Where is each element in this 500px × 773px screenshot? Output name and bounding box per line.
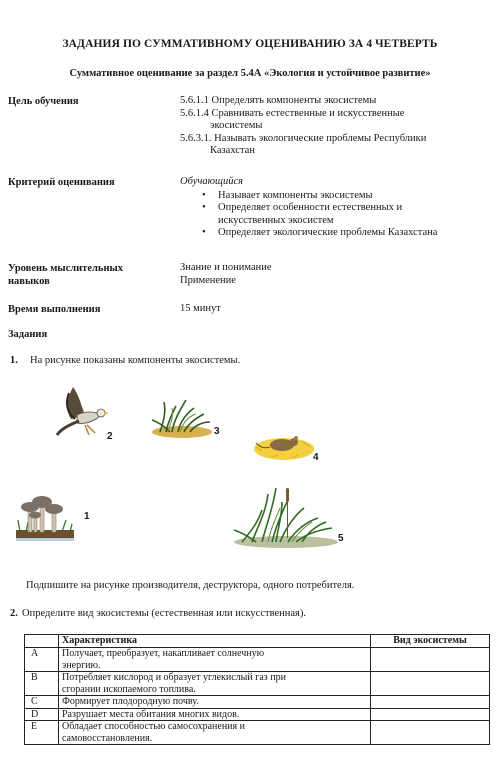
criteria-item: • Определяет экологические проблемы Казахстана	[180, 227, 492, 240]
row-answer-cell[interactable]	[371, 672, 490, 696]
criteria-block	[180, 176, 492, 240]
table-row	[25, 708, 490, 721]
reeds-image	[232, 482, 340, 550]
row-letter: A	[25, 648, 59, 672]
time-value: 15 минут	[180, 303, 221, 314]
row-text-line: энергию.	[62, 659, 101, 671]
goal-item: Казахстан	[210, 145, 255, 156]
pic-label-2: 2	[107, 431, 113, 442]
level-label-line: Уровень мыслительных	[8, 263, 123, 274]
table-row	[25, 672, 490, 696]
task1-instruction: Подпишите на рисунке производителя, деструктора, одного потребителя.	[26, 580, 355, 591]
mouse-image	[252, 425, 317, 463]
table-header-empty	[25, 635, 59, 648]
criteria-intro: Обучающийся	[180, 176, 244, 187]
row-characteristic	[59, 672, 371, 696]
task2-number: 2.	[10, 608, 18, 619]
page-title: ЗАДАНИЯ ПО СУММАТИВНОМУ ОЦЕНИВАНИЮ ЗА 4 ЧЕТВЕРТЬ	[62, 38, 438, 50]
row-letter: D	[25, 708, 59, 721]
table-header-characteristic: Характеристика	[59, 635, 371, 648]
time-label: Время выполнения	[8, 304, 101, 315]
row-text-line: Потребляет кислород и образует углекислый газ при	[62, 672, 286, 683]
pic-label-1: 1	[84, 511, 90, 522]
bird-image	[55, 385, 115, 450]
criteria-label: Критерий оценивания	[8, 177, 115, 188]
goal-item: 5.6.1.4 Сравнивать естественные и искусственные	[180, 107, 405, 119]
table-row	[25, 721, 490, 745]
grass-image	[150, 398, 215, 440]
table-row	[25, 648, 490, 672]
tasks-heading: Задания	[8, 329, 48, 340]
criteria-item-continued	[180, 215, 492, 228]
row-characteristic	[59, 648, 371, 672]
level-item: Применение	[180, 274, 236, 286]
criteria-item: • Определяет особенности естественных и	[180, 202, 492, 215]
row-answer-cell[interactable]	[371, 721, 490, 745]
row-text-line: Формирует плодородную почву.	[62, 696, 199, 707]
level-values	[180, 262, 492, 287]
row-answer-cell[interactable]	[371, 648, 490, 672]
pic-label-5: 5	[338, 533, 344, 544]
criteria-item: • Называет компоненты экосистемы	[180, 190, 492, 203]
row-characteristic	[59, 696, 371, 709]
row-answer-cell[interactable]	[371, 708, 490, 721]
level-label-line: навыков	[8, 276, 50, 287]
mushroom-image	[12, 490, 77, 545]
goal-list	[180, 95, 492, 158]
goal-label: Цель обучения	[8, 96, 79, 107]
row-characteristic	[59, 708, 371, 721]
pic-label-3: 3	[214, 426, 220, 437]
row-text-line: Обладает способностью самосохранения и	[62, 721, 245, 732]
table-header-type: Вид экосистемы	[371, 635, 490, 648]
row-letter: C	[25, 696, 59, 709]
row-answer-cell[interactable]	[371, 696, 490, 709]
table-header-row	[25, 635, 490, 648]
row-letter: B	[25, 672, 59, 696]
level-item: Знание и понимание	[180, 262, 272, 273]
page-subtitle: Суммативное оценивание за раздел 5.4А «Экология и устойчивое развитие»	[69, 68, 431, 79]
row-text-line: сгорании ископаемого топлива.	[62, 683, 196, 695]
row-text-line: Разрушает места обитания многих видов.	[62, 708, 240, 720]
table-row	[25, 696, 490, 709]
row-text-line: самовосстановления.	[62, 732, 153, 744]
criteria-list	[180, 190, 492, 240]
row-characteristic	[59, 721, 371, 745]
task2-text: Определите вид экосистемы (естественная или искусственная).	[22, 608, 307, 619]
criteria-item-text: искусственных экосистем	[218, 214, 334, 226]
level-label	[8, 262, 123, 288]
goal-item: 5.6.1.1 Определять компоненты экосистемы	[180, 95, 377, 106]
goal-item: 5.6.3.1. Называть экологические проблемы Республики	[180, 132, 427, 144]
goal-item: экосистемы	[210, 120, 263, 131]
row-letter: E	[25, 721, 59, 745]
row-text-line: Получает, преобразует, накапливает солнечную	[62, 648, 265, 659]
ecosystem-table	[24, 634, 490, 745]
task1-text: На рисунке показаны компоненты экосистемы.	[30, 355, 241, 366]
pic-label-4: 4	[313, 452, 319, 463]
task1-number: 1.	[10, 355, 18, 366]
